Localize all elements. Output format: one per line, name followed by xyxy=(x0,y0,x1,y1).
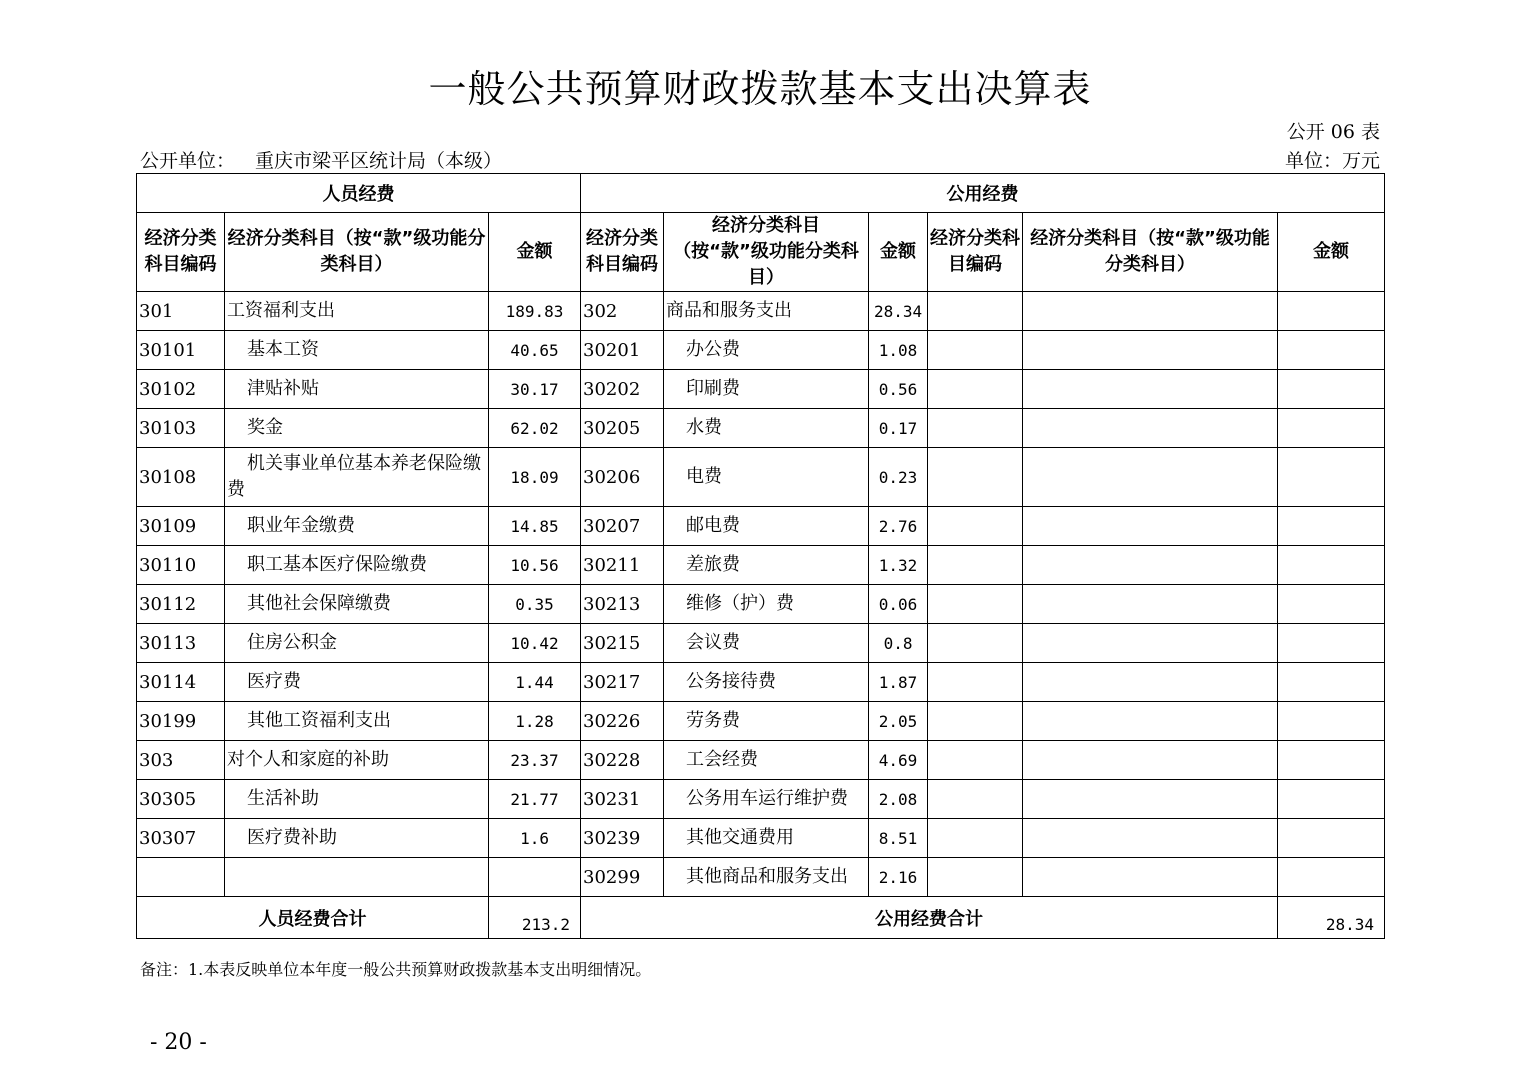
public-amount: 2.16 xyxy=(869,858,928,897)
unit-label: 公开单位： xyxy=(140,150,236,172)
personnel-code: 30109 xyxy=(137,507,225,546)
header-amount: 金额 xyxy=(869,213,928,292)
public-code: 30239 xyxy=(581,819,664,858)
table-row xyxy=(137,585,1385,624)
personnel-amount: 40.65 xyxy=(489,331,581,370)
public-name: 会议费 xyxy=(664,624,869,663)
unit-name: 重庆市梁平区统计局（本级） xyxy=(255,150,503,172)
personnel-code: 30114 xyxy=(137,663,225,702)
personnel-amount: 23.37 xyxy=(489,741,581,780)
header-code: 经济分类科目编码 xyxy=(928,213,1023,292)
public-code: 30228 xyxy=(581,741,664,780)
public-amount: 1.08 xyxy=(869,331,928,370)
extra-code xyxy=(928,702,1023,741)
personnel-name: 工资福利支出 xyxy=(225,292,489,331)
personnel-amount: 0.35 xyxy=(489,585,581,624)
personnel-name: 对个人和家庭的补助 xyxy=(225,741,489,780)
extra-name xyxy=(1023,585,1278,624)
extra-amount xyxy=(1278,819,1385,858)
table-row xyxy=(137,858,1385,897)
public-name: 水费 xyxy=(664,409,869,448)
public-name: 工会经费 xyxy=(664,741,869,780)
table-row xyxy=(137,702,1385,741)
total-row xyxy=(137,897,1385,939)
extra-code xyxy=(928,507,1023,546)
section-personnel: 人员经费 xyxy=(137,174,581,213)
form-number: 公开 06 表 xyxy=(1286,121,1380,143)
personnel-amount: 1.44 xyxy=(489,663,581,702)
personnel-name xyxy=(225,858,489,897)
personnel-name: 机关事业单位基本养老保险缴费 xyxy=(225,448,489,507)
public-amount: 1.32 xyxy=(869,546,928,585)
personnel-name: 职业年金缴费 xyxy=(225,507,489,546)
extra-amount xyxy=(1278,780,1385,819)
extra-amount xyxy=(1278,448,1385,507)
personnel-name: 住房公积金 xyxy=(225,624,489,663)
currency-unit: 单位：万元 xyxy=(1284,150,1380,172)
public-name: 商品和服务支出 xyxy=(664,292,869,331)
extra-name xyxy=(1023,702,1278,741)
personnel-code xyxy=(137,858,225,897)
budget-table xyxy=(136,173,1385,939)
personnel-total-label: 人员经费合计 xyxy=(137,897,489,939)
page-title: 一般公共预算财政拨款基本支出决算表 xyxy=(428,67,1092,111)
personnel-amount xyxy=(489,858,581,897)
table-row xyxy=(137,819,1385,858)
extra-name xyxy=(1023,448,1278,507)
header-name: 经济分类科目（按“款”级功能分类科目） xyxy=(1023,213,1278,292)
personnel-name: 津贴补贴 xyxy=(225,370,489,409)
public-amount: 2.08 xyxy=(869,780,928,819)
extra-code xyxy=(928,292,1023,331)
public-amount: 4.69 xyxy=(869,741,928,780)
personnel-name: 医疗费 xyxy=(225,663,489,702)
personnel-total-amount: 213.2 xyxy=(489,897,581,939)
personnel-amount: 1.6 xyxy=(489,819,581,858)
public-name: 印刷费 xyxy=(664,370,869,409)
extra-code xyxy=(928,448,1023,507)
extra-name xyxy=(1023,370,1278,409)
public-code: 30231 xyxy=(581,780,664,819)
table-row xyxy=(137,741,1385,780)
extra-code xyxy=(928,858,1023,897)
extra-amount xyxy=(1278,292,1385,331)
extra-amount xyxy=(1278,331,1385,370)
public-name: 差旅费 xyxy=(664,546,869,585)
extra-name xyxy=(1023,741,1278,780)
extra-name xyxy=(1023,663,1278,702)
table-row xyxy=(137,331,1385,370)
column-header-row xyxy=(137,213,1385,292)
extra-code xyxy=(928,370,1023,409)
personnel-name: 医疗费补助 xyxy=(225,819,489,858)
public-code: 30299 xyxy=(581,858,664,897)
extra-code xyxy=(928,624,1023,663)
personnel-name: 基本工资 xyxy=(225,331,489,370)
public-name: 维修（护）费 xyxy=(664,585,869,624)
table-row xyxy=(137,780,1385,819)
public-code: 302 xyxy=(581,292,664,331)
public-code: 30226 xyxy=(581,702,664,741)
table-row xyxy=(137,663,1385,702)
extra-code xyxy=(928,331,1023,370)
extra-name xyxy=(1023,780,1278,819)
public-amount: 2.05 xyxy=(869,702,928,741)
personnel-code: 30108 xyxy=(137,448,225,507)
personnel-code: 30102 xyxy=(137,370,225,409)
extra-amount xyxy=(1278,507,1385,546)
public-amount: 0.8 xyxy=(869,624,928,663)
header-name: 经济分类科目（按“款”级功能分类科目） xyxy=(664,213,869,292)
extra-code xyxy=(928,546,1023,585)
extra-name xyxy=(1023,858,1278,897)
personnel-name: 奖金 xyxy=(225,409,489,448)
extra-name xyxy=(1023,292,1278,331)
personnel-amount: 18.09 xyxy=(489,448,581,507)
personnel-code: 30103 xyxy=(137,409,225,448)
personnel-code: 30110 xyxy=(137,546,225,585)
personnel-name: 其他社会保障缴费 xyxy=(225,585,489,624)
personnel-amount: 21.77 xyxy=(489,780,581,819)
public-amount: 2.76 xyxy=(869,507,928,546)
public-code: 30213 xyxy=(581,585,664,624)
personnel-name: 生活补助 xyxy=(225,780,489,819)
header-code: 经济分类科目编码 xyxy=(137,213,225,292)
public-code: 30206 xyxy=(581,448,664,507)
public-name: 劳务费 xyxy=(664,702,869,741)
table-row xyxy=(137,409,1385,448)
header-amount: 金额 xyxy=(1278,213,1385,292)
extra-amount xyxy=(1278,370,1385,409)
public-total-amount: 28.34 xyxy=(1278,897,1385,939)
extra-code xyxy=(928,409,1023,448)
public-amount: 0.56 xyxy=(869,370,928,409)
public-code: 30202 xyxy=(581,370,664,409)
public-name: 公务用车运行维护费 xyxy=(664,780,869,819)
personnel-amount: 30.17 xyxy=(489,370,581,409)
extra-name xyxy=(1023,507,1278,546)
personnel-amount: 10.56 xyxy=(489,546,581,585)
table-row xyxy=(137,624,1385,663)
reporting-unit xyxy=(140,146,502,173)
footnote: 备注：1.本表反映单位本年度一般公共预算财政拨款基本支出明细情况。 xyxy=(140,960,652,979)
extra-code xyxy=(928,585,1023,624)
public-name: 公务接待费 xyxy=(664,663,869,702)
public-code: 30217 xyxy=(581,663,664,702)
public-name: 电费 xyxy=(664,448,869,507)
section-header-row xyxy=(137,174,1385,213)
table-row xyxy=(137,448,1385,507)
personnel-amount: 189.83 xyxy=(489,292,581,331)
extra-name xyxy=(1023,409,1278,448)
personnel-code: 30307 xyxy=(137,819,225,858)
personnel-code: 30199 xyxy=(137,702,225,741)
personnel-name: 其他工资福利支出 xyxy=(225,702,489,741)
personnel-code: 30112 xyxy=(137,585,225,624)
page-number: - 20 - xyxy=(150,1030,207,1055)
public-amount: 0.23 xyxy=(869,448,928,507)
extra-code xyxy=(928,663,1023,702)
personnel-code: 301 xyxy=(137,292,225,331)
personnel-code: 30305 xyxy=(137,780,225,819)
personnel-code: 30101 xyxy=(137,331,225,370)
table-row xyxy=(137,507,1385,546)
personnel-amount: 14.85 xyxy=(489,507,581,546)
public-name: 邮电费 xyxy=(664,507,869,546)
public-code: 30215 xyxy=(581,624,664,663)
header-code: 经济分类科目编码 xyxy=(581,213,664,292)
section-public: 公用经费 xyxy=(581,174,1385,213)
public-amount: 28.34 xyxy=(869,292,928,331)
extra-name xyxy=(1023,624,1278,663)
public-code: 30201 xyxy=(581,331,664,370)
personnel-amount: 1.28 xyxy=(489,702,581,741)
public-name: 其他商品和服务支出 xyxy=(664,858,869,897)
extra-amount xyxy=(1278,585,1385,624)
public-name: 办公费 xyxy=(664,331,869,370)
extra-code xyxy=(928,819,1023,858)
extra-code xyxy=(928,780,1023,819)
personnel-amount: 10.42 xyxy=(489,624,581,663)
header-name: 经济分类科目（按“款”级功能分类科目） xyxy=(225,213,489,292)
public-total-label: 公用经费合计 xyxy=(581,897,1278,939)
public-amount: 0.06 xyxy=(869,585,928,624)
public-amount: 8.51 xyxy=(869,819,928,858)
extra-amount xyxy=(1278,546,1385,585)
extra-amount xyxy=(1278,624,1385,663)
public-amount: 0.17 xyxy=(869,409,928,448)
extra-amount xyxy=(1278,409,1385,448)
personnel-name: 职工基本医疗保险缴费 xyxy=(225,546,489,585)
personnel-code: 303 xyxy=(137,741,225,780)
header-amount: 金额 xyxy=(489,213,581,292)
public-code: 30207 xyxy=(581,507,664,546)
public-name: 其他交通费用 xyxy=(664,819,869,858)
extra-amount xyxy=(1278,858,1385,897)
table-row xyxy=(137,370,1385,409)
extra-amount xyxy=(1278,663,1385,702)
extra-name xyxy=(1023,331,1278,370)
table-row xyxy=(137,292,1385,331)
extra-name xyxy=(1023,546,1278,585)
public-amount: 1.87 xyxy=(869,663,928,702)
public-code: 30205 xyxy=(581,409,664,448)
extra-amount xyxy=(1278,741,1385,780)
extra-code xyxy=(928,741,1023,780)
extra-amount xyxy=(1278,702,1385,741)
public-code: 30211 xyxy=(581,546,664,585)
personnel-code: 30113 xyxy=(137,624,225,663)
personnel-amount: 62.02 xyxy=(489,409,581,448)
extra-name xyxy=(1023,819,1278,858)
table-row xyxy=(137,546,1385,585)
